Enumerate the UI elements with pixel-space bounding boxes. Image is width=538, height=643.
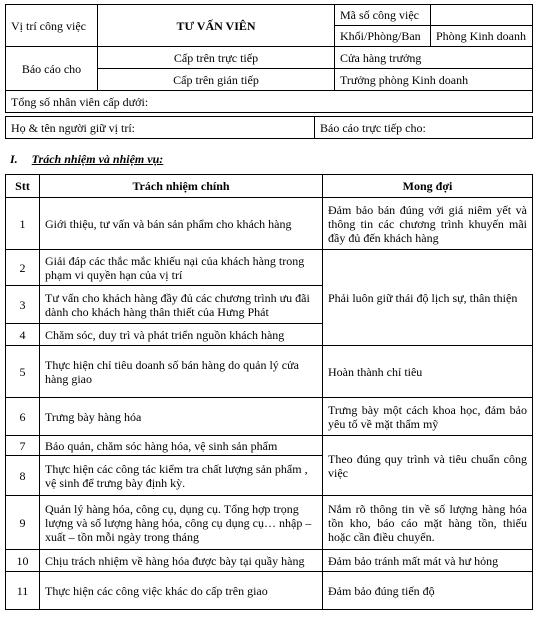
row-responsibility: Chịu trách nhiệm về hàng hóa được bày tại quầy hàng: [40, 550, 323, 572]
row-responsibility: Giải đáp các thắc mắc khiếu nại của khách hàng trong phạm vi quyền hạn của vị trí: [40, 250, 323, 286]
section-heading: [10, 152, 163, 167]
section-number: I.: [10, 152, 18, 166]
row-responsibility: Quản lý hàng hóa, công cụ, dụng cụ. Tổng hợp trọng lượng và số lượng hàng hóa, công cụ dụng cụ… nhập – xuất – tồn mỗi ngày trong tháng: [40, 496, 323, 550]
col-header-responsibility: Trách nhiệm chính: [40, 175, 323, 198]
row-number: 3: [6, 286, 40, 324]
indirect-manager-label: Cấp trên gián tiếp: [98, 69, 335, 91]
row-responsibility: Thực hiện các công tác kiểm tra chất lượng sản phẩm , vệ sinh để trưng bày định kỳ.: [40, 456, 323, 496]
row-expectation: Theo đúng quy trình và tiêu chuẩn công việc: [323, 436, 533, 496]
direct-report-label: Báo cáo trực tiếp cho:: [315, 117, 533, 139]
row-expectation: Hoàn thành chỉ tiêu: [323, 346, 533, 398]
row-expectation: Đảm bảo bán đúng với giá niêm yết và thông tin các chương trình khuyến mãi đầy đủ đến khách hàng: [323, 198, 533, 250]
table-row: [6, 250, 533, 286]
row-responsibility: Thực hiện các công việc khác do cấp trên giao: [40, 572, 323, 610]
row-number: 9: [6, 496, 40, 550]
row-expectation: Đảm bảo đúng tiến độ: [323, 572, 533, 610]
row-number: 8: [6, 456, 40, 496]
row-responsibility: Thực hiện chỉ tiêu doanh số bán hàng do quản lý cửa hàng giao: [40, 346, 323, 398]
row-number: 2: [6, 250, 40, 286]
row-number: 6: [6, 398, 40, 436]
indirect-manager-value: Trưởng phòng Kinh doanh: [335, 69, 533, 91]
holder-name-cell: Họ & tên người giữ vị trí:: [6, 117, 315, 139]
row-responsibility: Bảo quản, chăm sóc hàng hóa, vệ sinh sản phẩm: [40, 436, 323, 456]
direct-manager-value: Cửa hàng trưởng: [335, 47, 533, 69]
table-row: [6, 550, 533, 572]
row-responsibility: Trưng bày hàng hóa: [40, 398, 323, 436]
job-header-table: [5, 4, 533, 113]
department-value: Phòng Kinh doanh: [431, 26, 533, 47]
subordinate-count-label: Tổng số nhân viên cấp dưới:: [6, 91, 533, 113]
job-code-label: Mã số công việc: [335, 5, 431, 26]
table-row: [6, 346, 533, 398]
responsibilities-table: [5, 174, 533, 610]
department-label: Khối/Phòng/Ban: [335, 26, 431, 47]
row-expectation: Đảm bảo tránh mất mát và hư hỏng: [323, 550, 533, 572]
report-to-label: Báo cáo cho: [6, 47, 98, 91]
holder-row-table: [5, 116, 533, 139]
row-expectation: Phải luôn giữ thái độ lịch sự, thân thiện: [323, 250, 533, 346]
job-title: TƯ VẤN VIÊN: [98, 5, 335, 47]
row-expectation: Trưng bày một cách khoa học, đảm bảo yêu tố về mặt thẩm mỹ: [323, 398, 533, 436]
row-number: 7: [6, 436, 40, 456]
table-row: [6, 572, 533, 610]
table-row: [6, 398, 533, 436]
job-code-value: [431, 5, 533, 26]
row-expectation: Nắm rõ thông tin về số lượng hàng hóa tồn kho, báo cáo mặt hàng tồn, thiếu hoặc cần điều chuyển.: [323, 496, 533, 550]
col-header-stt: Stt: [6, 175, 40, 198]
row-number: 10: [6, 550, 40, 572]
job-position-label: Vị trí công việc: [6, 5, 98, 47]
row-responsibility: Giới thiệu, tư vấn và bán sản phẩm cho khách hàng: [40, 198, 323, 250]
row-number: 1: [6, 198, 40, 250]
table-row: [6, 436, 533, 456]
col-header-expectation: Mong đợi: [323, 175, 533, 198]
row-responsibility: Chăm sóc, duy trì và phát triển nguồn khách hàng: [40, 324, 323, 346]
row-number: 5: [6, 346, 40, 398]
row-number: 4: [6, 324, 40, 346]
table-row: [6, 198, 533, 250]
direct-manager-label: Cấp trên trực tiếp: [98, 47, 335, 69]
section-title: Trách nhiệm và nhiệm vụ:: [31, 152, 164, 166]
row-number: 11: [6, 572, 40, 610]
table-row: [6, 496, 533, 550]
row-responsibility: Tư vấn cho khách hàng đầy đủ các chương trình ưu đãi dành cho khách hàng thân thiết của Hưng Phát: [40, 286, 323, 324]
